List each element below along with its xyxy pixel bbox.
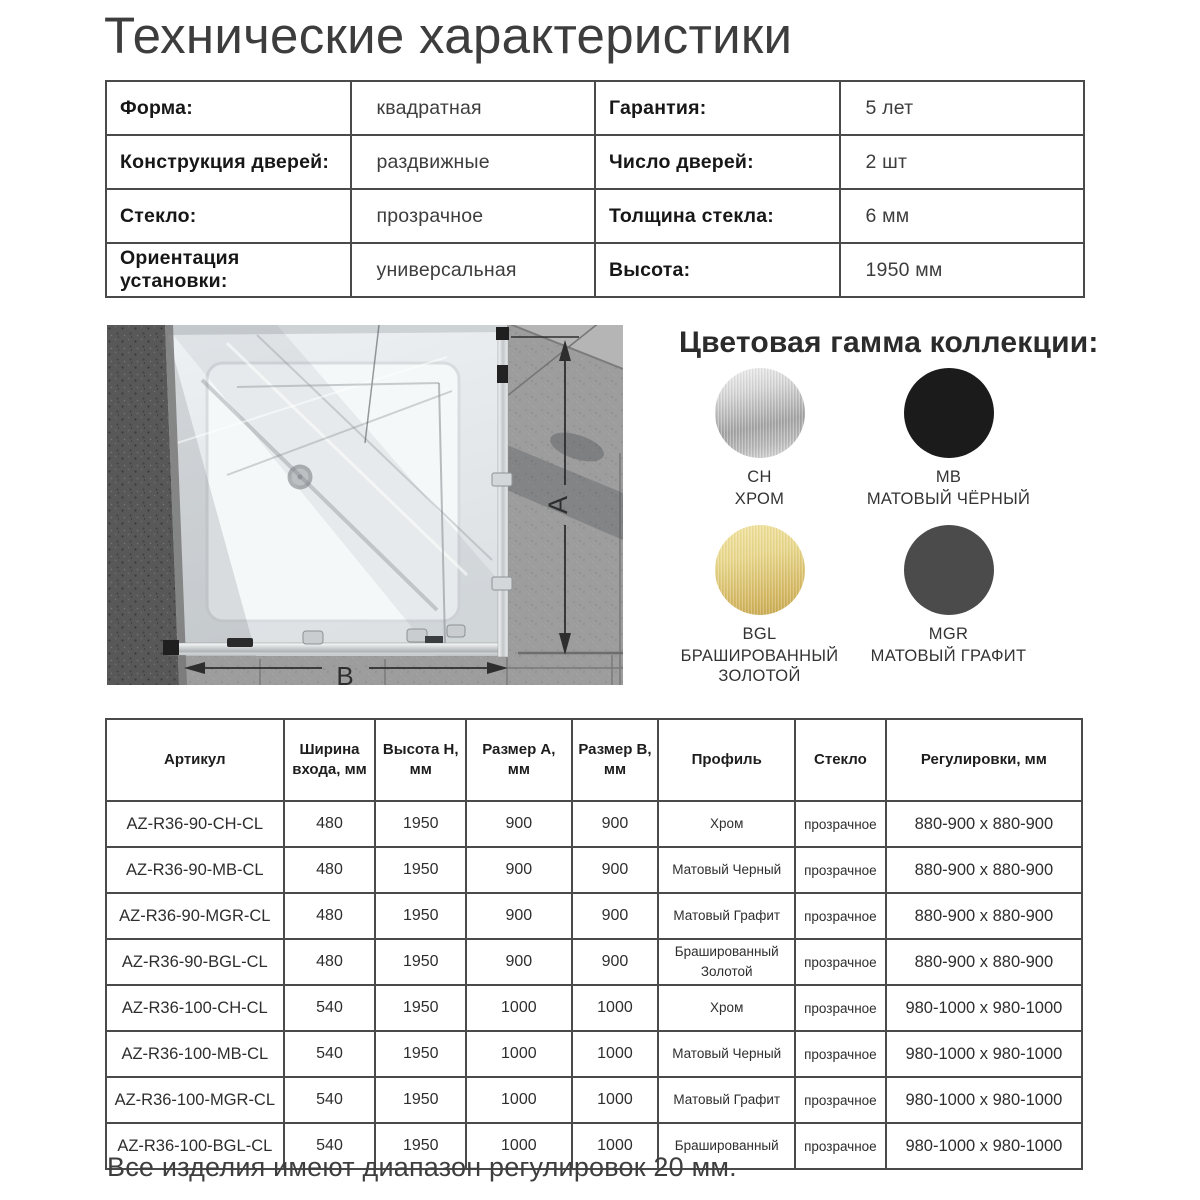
spec-label: Гарантия: (595, 81, 840, 135)
product-cell: 980-1000 x 980-1000 (886, 1031, 1082, 1077)
product-article-cell: AZ-R36-90-MB-CL (106, 847, 284, 893)
color-swatch-bgl (670, 525, 850, 686)
product-cell: Брашированный Золотой (658, 939, 795, 985)
product-article-cell: AZ-R36-100-CH-CL (106, 985, 284, 1031)
spec-label: Стекло: (106, 189, 351, 243)
spec-label: Конструкция дверей: (106, 135, 351, 189)
product-cell: 980-1000 x 980-1000 (886, 1077, 1082, 1123)
product-cell: 540 (284, 1123, 376, 1169)
dimension-a-label: A (543, 495, 573, 515)
product-cell: прозрачное (795, 985, 886, 1031)
products-header-row (106, 719, 1082, 801)
product-cell: прозрачное (795, 1077, 886, 1123)
swatch-name: МАТОВЫЙ ЧЁРНЫЙ (866, 490, 1031, 508)
product-cell: 1000 (572, 985, 659, 1031)
product-row (106, 847, 1082, 893)
products-table-body (106, 801, 1082, 1169)
product-cell: 1950 (375, 1031, 466, 1077)
products-column-header: Размер B, мм (572, 719, 659, 801)
spec-label: Форма: (106, 81, 351, 135)
product-cell: 1000 (466, 985, 571, 1031)
product-cell: 900 (466, 893, 571, 939)
product-article-cell: AZ-R36-90-MGR-CL (106, 893, 284, 939)
swatch-circle-mb (904, 368, 994, 458)
product-cell: 1950 (375, 1077, 466, 1123)
spec-value: универсальная (351, 243, 596, 297)
product-cell: 980-1000 x 980-1000 (886, 985, 1082, 1031)
product-cell: 980-1000 x 980-1000 (886, 1123, 1082, 1169)
product-cell: Матовый Черный (658, 1031, 795, 1077)
products-column-header: Стекло (795, 719, 886, 801)
spec-value: 2 шт (840, 135, 1085, 189)
product-cell: 480 (284, 801, 376, 847)
spec-table-body (106, 81, 1084, 297)
spec-value: квадратная (351, 81, 596, 135)
product-cell: Матовый Черный (658, 847, 795, 893)
bottom-chrome-profile (169, 643, 505, 655)
swatch-circle-bgl (715, 525, 805, 615)
swatch-code: MGR (928, 625, 969, 643)
product-cell: 880-900 x 880-900 (886, 847, 1082, 893)
color-swatch-ch (670, 368, 850, 509)
spec-table (105, 80, 1085, 298)
product-row (106, 1077, 1082, 1123)
product-cell: 480 (284, 847, 376, 893)
product-cell: 1000 (572, 1123, 659, 1169)
product-cell: 480 (284, 893, 376, 939)
product-article-cell: AZ-R36-90-CH-CL (106, 801, 284, 847)
dimension-b-label: B (336, 661, 354, 685)
product-cell: 880-900 x 880-900 (886, 893, 1082, 939)
product-row (106, 1031, 1082, 1077)
swatch-code: CH (747, 468, 772, 486)
product-cell: 540 (284, 1031, 376, 1077)
product-cell: 900 (572, 939, 659, 985)
spec-row (106, 81, 1084, 135)
products-column-header: Ширина входа, мм (284, 719, 376, 801)
spec-label: Высота: (595, 243, 840, 297)
product-cell: 1950 (375, 985, 466, 1031)
spec-label: Ориентация установки: (106, 243, 351, 297)
product-cell: Хром (658, 801, 795, 847)
spec-row (106, 189, 1084, 243)
product-row (106, 801, 1082, 847)
product-cell: 900 (466, 847, 571, 893)
product-cell: Хром (658, 985, 795, 1031)
spec-value: раздвижные (351, 135, 596, 189)
product-cell: 1000 (572, 1077, 659, 1123)
product-article-cell: AZ-R36-100-MGR-CL (106, 1077, 284, 1123)
colors-section-title: Цветовая гамма коллекции: (679, 326, 1099, 359)
product-cell: 880-900 x 880-900 (886, 801, 1082, 847)
product-cell: 540 (284, 1077, 376, 1123)
footer-note: Все изделия имеют диапазон регулировок 20 мм. (107, 1152, 737, 1182)
product-cell: прозрачное (795, 801, 886, 847)
product-cell: 1950 (375, 893, 466, 939)
product-cell: 1000 (466, 1031, 571, 1077)
product-cell: 1950 (375, 1123, 466, 1169)
products-column-header: Высота H, мм (375, 719, 466, 801)
product-cell: прозрачное (795, 1031, 886, 1077)
product-top-view-image (107, 325, 623, 685)
swatch-grid (665, 368, 1043, 686)
swatch-circle-mgr (904, 525, 994, 615)
swatch-circle-ch (715, 368, 805, 458)
page-title: Технические характеристики (104, 7, 793, 64)
color-swatch-mb (859, 368, 1039, 509)
swatch-code: BGL (742, 625, 777, 643)
product-cell: 880-900 x 880-900 (886, 939, 1082, 985)
spec-label: Число дверей: (595, 135, 840, 189)
product-article-cell: AZ-R36-100-MB-CL (106, 1031, 284, 1077)
spec-value: 1950 мм (840, 243, 1085, 297)
products-column-header: Профиль (658, 719, 795, 801)
product-cell: 900 (572, 801, 659, 847)
product-cell: 480 (284, 939, 376, 985)
product-cell: 1950 (375, 847, 466, 893)
product-article-cell: AZ-R36-90-BGL-CL (106, 939, 284, 985)
product-row (106, 985, 1082, 1031)
spec-value: 6 мм (840, 189, 1085, 243)
product-cell: 900 (466, 939, 571, 985)
spec-value: 5 лет (840, 81, 1085, 135)
products-column-header: Артикул (106, 719, 284, 801)
swatch-code: MB (935, 468, 962, 486)
spec-row (106, 135, 1084, 189)
swatch-name: БРАШИРОВАННЫЙ ЗОЛОТОЙ (680, 647, 839, 685)
product-cell: 1000 (466, 1077, 571, 1123)
product-article-cell: AZ-R36-100-BGL-CL (106, 1123, 284, 1169)
product-cell: Матовый Графит (658, 893, 795, 939)
spec-value: прозрачное (351, 189, 596, 243)
swatch-name: МАТОВЫЙ ГРАФИТ (870, 647, 1027, 665)
product-cell: 1000 (466, 1123, 571, 1169)
product-cell: Брашированный (658, 1123, 795, 1169)
product-cell: 1000 (572, 1031, 659, 1077)
product-top-view-diagram (107, 325, 623, 685)
swatch-name: ХРОМ (734, 490, 785, 508)
product-cell: прозрачное (795, 1123, 886, 1169)
products-column-header: Регулировки, мм (886, 719, 1082, 801)
product-cell: 900 (466, 801, 571, 847)
spec-row (106, 243, 1084, 297)
product-row (106, 893, 1082, 939)
product-cell: прозрачное (795, 939, 886, 985)
product-cell: прозрачное (795, 893, 886, 939)
product-cell: прозрачное (795, 847, 886, 893)
spec-label: Толщина стекла: (595, 189, 840, 243)
product-cell: 900 (572, 847, 659, 893)
color-swatch-mgr (859, 525, 1039, 686)
products-column-header: Размер A, мм (466, 719, 571, 801)
product-cell: Матовый Графит (658, 1077, 795, 1123)
products-table (105, 718, 1083, 1170)
product-cell: 1950 (375, 801, 466, 847)
product-cell: 900 (572, 893, 659, 939)
product-row (106, 939, 1082, 985)
product-cell: 540 (284, 985, 376, 1031)
product-cell: 1950 (375, 939, 466, 985)
